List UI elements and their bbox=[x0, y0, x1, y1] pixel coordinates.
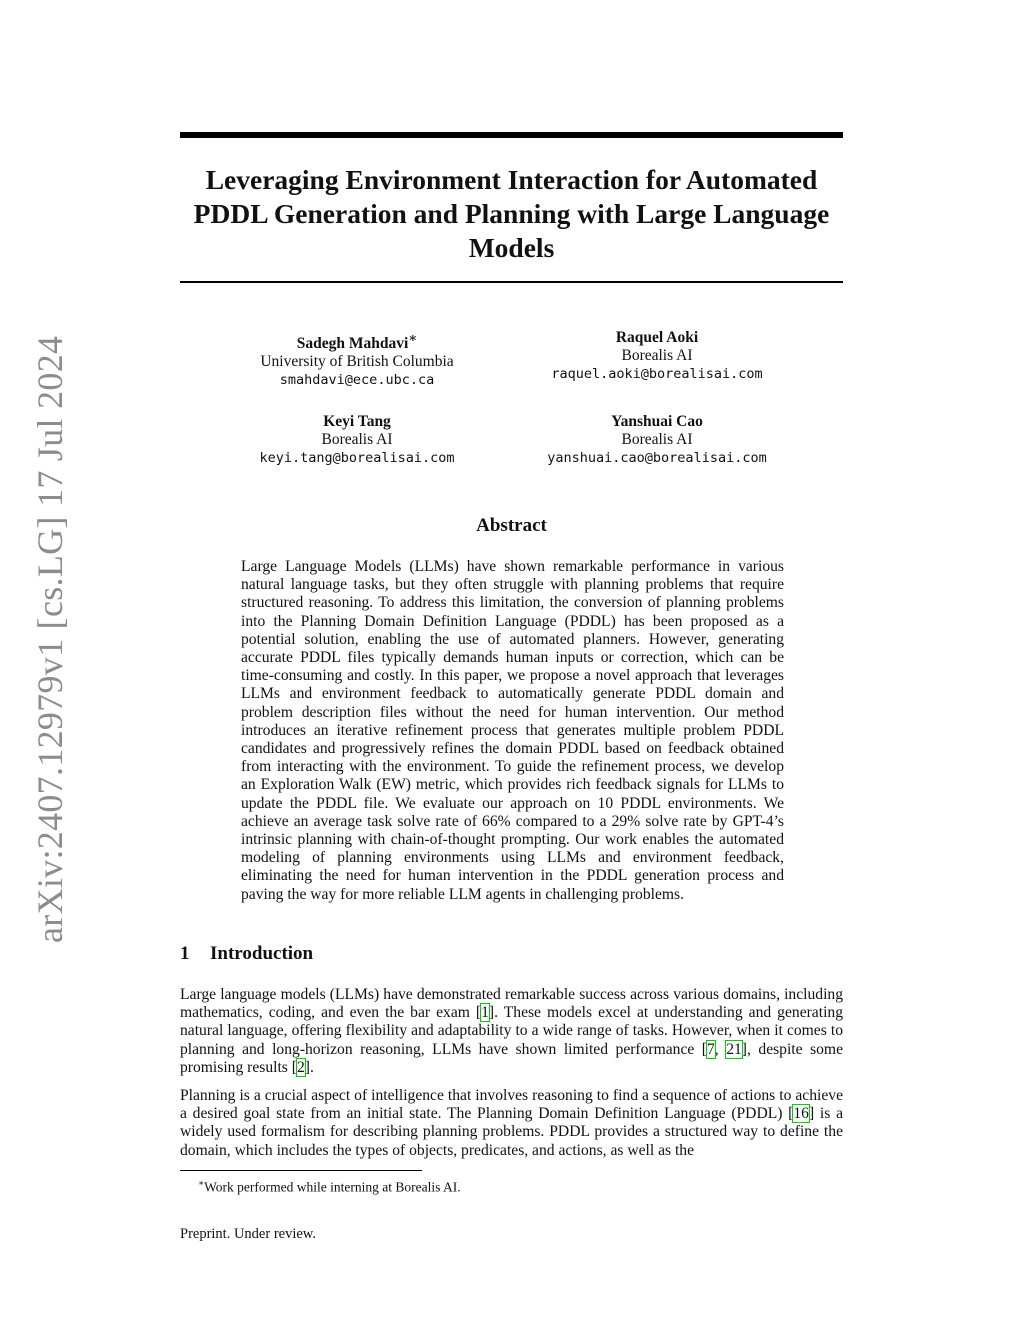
author-name: Raquel Aoki bbox=[615, 329, 699, 346]
author-affiliation: University of British Columbia bbox=[260, 353, 454, 371]
preprint-notice: Preprint. Under review. bbox=[180, 1226, 316, 1242]
citation-link[interactable]: 7 bbox=[707, 1040, 715, 1058]
author-name: Yanshuai Cao bbox=[611, 413, 703, 430]
footnote: ∗Work performed while interning at Borealis AI. bbox=[198, 1178, 461, 1195]
author-affiliation: Borealis AI bbox=[321, 431, 393, 448]
footnote-marker[interactable]: ∗ bbox=[408, 330, 418, 345]
abstract-heading: Abstract bbox=[476, 515, 547, 536]
author-name: Sadegh Mahdavi∗ bbox=[296, 330, 418, 353]
title-bottom-rule bbox=[180, 281, 843, 283]
author-block bbox=[497, 329, 817, 383]
citation-link[interactable]: 2 bbox=[296, 1058, 305, 1076]
author-email[interactable]: keyi.tang@borealisai.com bbox=[259, 450, 455, 466]
author-block bbox=[197, 329, 517, 389]
author-block bbox=[197, 413, 517, 467]
author-name: Keyi Tang bbox=[323, 413, 391, 430]
author-email[interactable]: smahdavi@ece.ubc.ca bbox=[279, 372, 435, 389]
title-top-rule bbox=[180, 132, 843, 138]
intro-paragraph-1: Large language models (LLMs) have demonstrated remarkable success across various domains, including mathematics, coding, and even the bar exam [1]. These models excel at understanding and generating natural language, offering flexibility and adaptability to a wide range of tasks. However, when it comes to planning and long-horizon reasoning, LLMs have shown limited performance [7, 21], despite some promising results [2]. bbox=[180, 986, 843, 1076]
author-affiliation: Borealis AI bbox=[621, 347, 693, 364]
paper-title: Leveraging Environment Interaction for Automated PDDL Generation and Planning with Large Language Models bbox=[193, 164, 830, 263]
intro-paragraph-2: Planning is a crucial aspect of intelligence that involves reasoning to find a sequence of actions to achieve a desired goal state from an initial state. The Planning Domain Definition Language (PDDL) [16] is a widely used formalism for describing planning problems. PDDL provides a structured way to define the domain, which includes the types of objects, predicates, and actions, as well as the bbox=[180, 1087, 843, 1159]
author-email[interactable]: raquel.aoki@borealisai.com bbox=[551, 366, 763, 382]
abstract-body: Large Language Models (LLMs) have shown remarkable performance in various natural language tasks, but they often struggle with planning problems that require structured reasoning. To address this limitation, the conversion of planning problems into the Planning Domain Definition Language (PDDL) has been proposed as a potential solution, enabling the use of automated planners. However, generating accurate PDDL files typically demands human inputs or correction, which can be time-consuming and costly. In this paper, we propose a novel approach that leverages LLMs and environment feedback to automatically generate PDDL domain and problem description files without the need for human intervention. Our method introduces an iterative refinement process that generates multiple problem PDDL candidates and progressively refines the domain PDDL based on feedback obtained from interacting with the environment. To guide the refinement process, we develop an Exploration Walk (EW) metric, which provides rich feedback signals for LLMs to update the PDDL file. We evaluate our approach on 10 PDDL environments. We achieve an average task solve rate of 66% compared to a 29% solve rate by GPT-4’s intrinsic planning with chain-of-thought prompting. Our work enables the automated modeling of planning environments using LLMs and environment feedback, eliminating the need for human intervention in the PDDL generation process and paving the way for more reliable LLM agents in challenging problems. bbox=[241, 558, 784, 903]
citation-link[interactable]: 16 bbox=[793, 1105, 809, 1123]
author-block bbox=[497, 413, 817, 467]
section-title: Introduction bbox=[210, 943, 314, 964]
arxiv-identifier[interactable]: arXiv:2407.12979v1 [cs.LG] 17 Jul 2024 bbox=[30, 335, 70, 943]
citation-link[interactable]: 1 bbox=[481, 1004, 489, 1022]
author-affiliation: Borealis AI bbox=[621, 431, 693, 448]
footnote-rule bbox=[180, 1170, 422, 1171]
section-number: 1 bbox=[180, 943, 190, 964]
section-heading-introduction bbox=[180, 942, 313, 966]
footnote-mark: ∗ bbox=[198, 1178, 205, 1188]
citation-link[interactable]: 21 bbox=[726, 1040, 742, 1058]
author-email[interactable]: yanshuai.cao@borealisai.com bbox=[547, 450, 767, 466]
